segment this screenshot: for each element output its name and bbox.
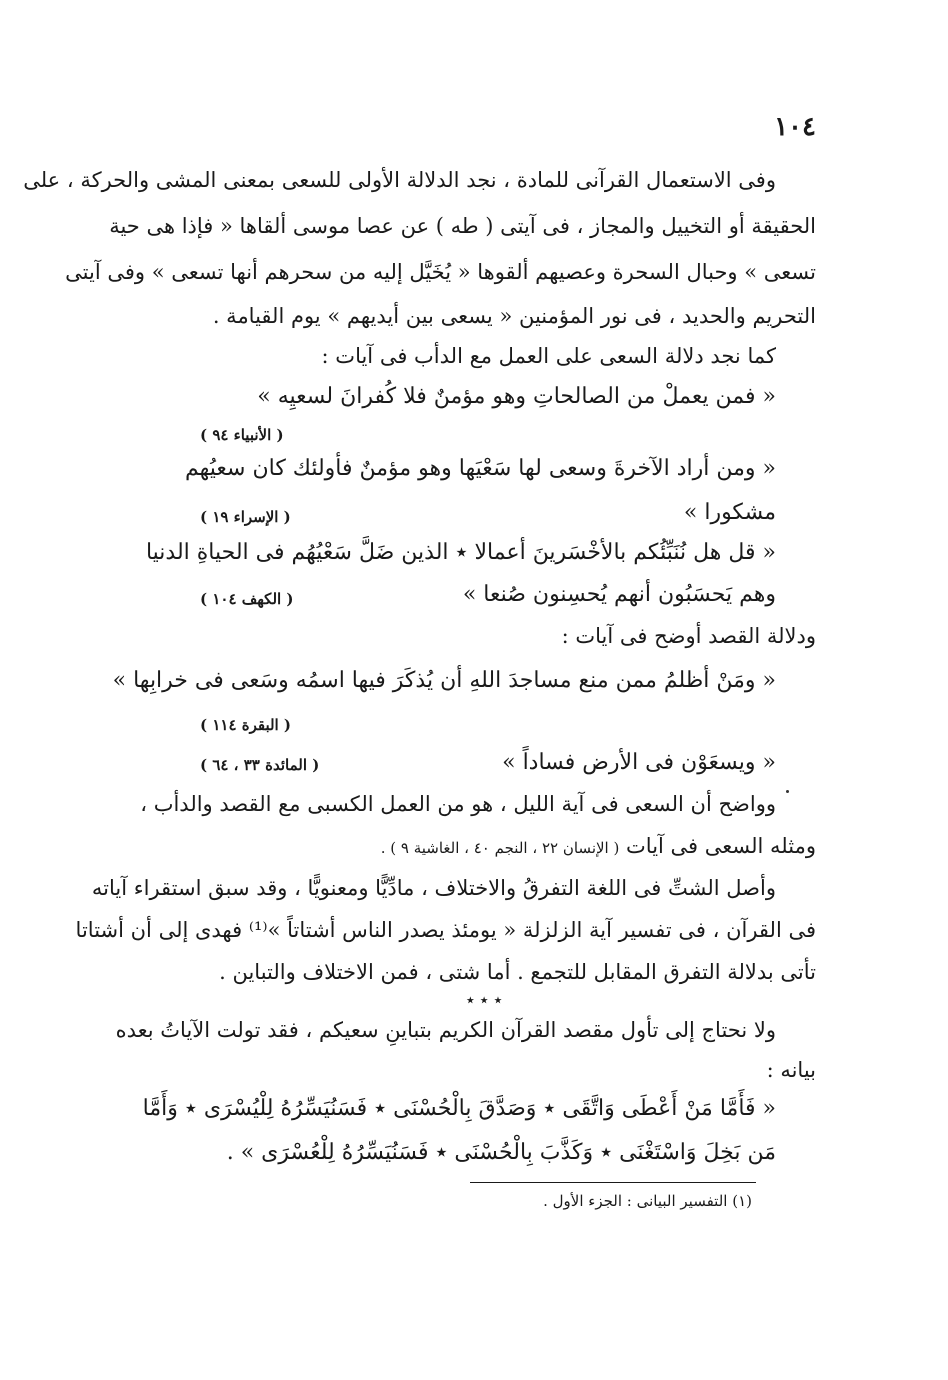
paragraph-line: وأصل الشتِّ فى اللغة التفرقُ والاختلاف ، مادِّيًّا ومعنويًّا ، وقد سبق استقراء آياته: [91, 876, 776, 900]
paragraph-line: بيانه :: [766, 1058, 816, 1082]
quran-quote: مَن بَخِلَ وَاسْتَغْنَى ٭ وَكَذَّبَ بِالْحُسْنَى ٭ فَسَنُيَسِّرُهُ لِلْعُسْرَى » .: [226, 1140, 776, 1165]
quran-quote: « فمن يعملْ من الصالحاتِ وهو مؤمنٌ فلا كُفرانَ لسعيِه »: [257, 384, 776, 409]
page-number: ١٠٤: [774, 112, 816, 142]
paragraph-text: ومثله السعى فى آيات: [626, 834, 816, 858]
quote-reference: ( الأنبياء ٩٤ ): [200, 426, 284, 444]
footnote-divider: [470, 1182, 756, 1183]
paragraph-line: وواضح أن السعى فى آية الليل ، هو من العمل الكسبى مع القصد والدأب ،: [140, 792, 776, 816]
quote-reference: ( الكهف ١٠٤ ): [200, 590, 294, 608]
quote-reference: ( البقرة ١١٤ ): [200, 716, 292, 734]
quran-quote: « قل هل نُنَبِّئُكم بالأخْسَرينَ أعمالا ٭ الذين ضَلَّ سَعْيُهُم فى الحياةِ الدنيا: [145, 540, 776, 565]
paragraph-line: ولا نحتاج إلى تأول مقصد القرآن الكريم بتباينِ سعيكم ، فقد تولت الآياتُ بعده: [115, 1018, 776, 1042]
footnote: (١) التفسير البيانى : الجزء الأول .: [543, 1192, 752, 1210]
quran-quote: مشكورا »: [683, 500, 776, 525]
intro-line: ودلالة القصد أوضح فى آيات :: [561, 624, 816, 648]
paragraph-line: الحقيقة أو التخييل والمجاز ، فى آيتى ( طه ) عن عصا موسى ألقاها « فإذا هى حية: [109, 214, 816, 238]
quran-quote: « ومن أراد الآخرةَ وسعى لها سَعْيَها وهو مؤمنٌ فأولئك كان سعيُهم: [185, 456, 776, 481]
quote-reference: ( المائدة ٣٣ ، ٦٤ ): [200, 756, 320, 774]
intro-line: كما نجد دلالة السعى على العمل مع الدأب فى آيات :: [321, 344, 776, 368]
quran-quote: « ومَنْ أظلمُ ممن منع مساجدَ اللهِ أن يُذكَرَ فيها اسمُه وسَعى فى خرابِها »: [112, 668, 776, 693]
paragraph-line: التحريم والحديد ، فى نور المؤمنين « يسعى بين أيديهم » يوم القيامة .: [212, 304, 816, 328]
print-speck: [786, 790, 789, 793]
section-separator: ٭ ٭ ٭: [466, 990, 503, 1009]
inline-references: ( الإنسان ٢٢ ، النجم ٤٠ ، الغاشية ٩ ) .: [380, 839, 620, 857]
paragraph-line: تأتى بدلالة التفرق المقابل للتجمع . أما شتى ، فمن الاختلاف والتباين .: [219, 960, 816, 984]
quran-quote: وهم يَحسَبُون أنهم يُحسِنون صُنعا »: [462, 582, 776, 607]
quran-quote: « فَأَمَّا مَنْ أَعْطَى وَاتَّقَى ٭ وَصَدَّقَ بِالْحُسْنَى ٭ فَسَنُيَسِّرُهُ لِلْيُسْرَى ٭ وَأَمَّا: [142, 1096, 776, 1121]
paragraph-line: تسعى » وحبال السحرة وعصيهم ألقوها « يُخَيَّل إليه من سحرهم أنها تسعى » وفى آيتى: [65, 260, 816, 284]
paragraph-line: فى القرآن ، فى تفسير آية الزلزلة « يومئذ يصدر الناس أشتاتاً »⁽¹⁾ فهدى إلى أن أشتاتا: [75, 918, 816, 942]
paragraph-line: وفى الاستعمال القرآنى للمادة ، نجد الدلالة الأولى للسعى بمعنى المشى والحركة ، على: [23, 168, 776, 192]
quote-reference: ( الإسراء ١٩ ): [200, 508, 291, 526]
quran-quote: « ويسعَوْن فى الأرض فساداً »: [502, 750, 776, 775]
paragraph-line: [381, 836, 816, 857]
